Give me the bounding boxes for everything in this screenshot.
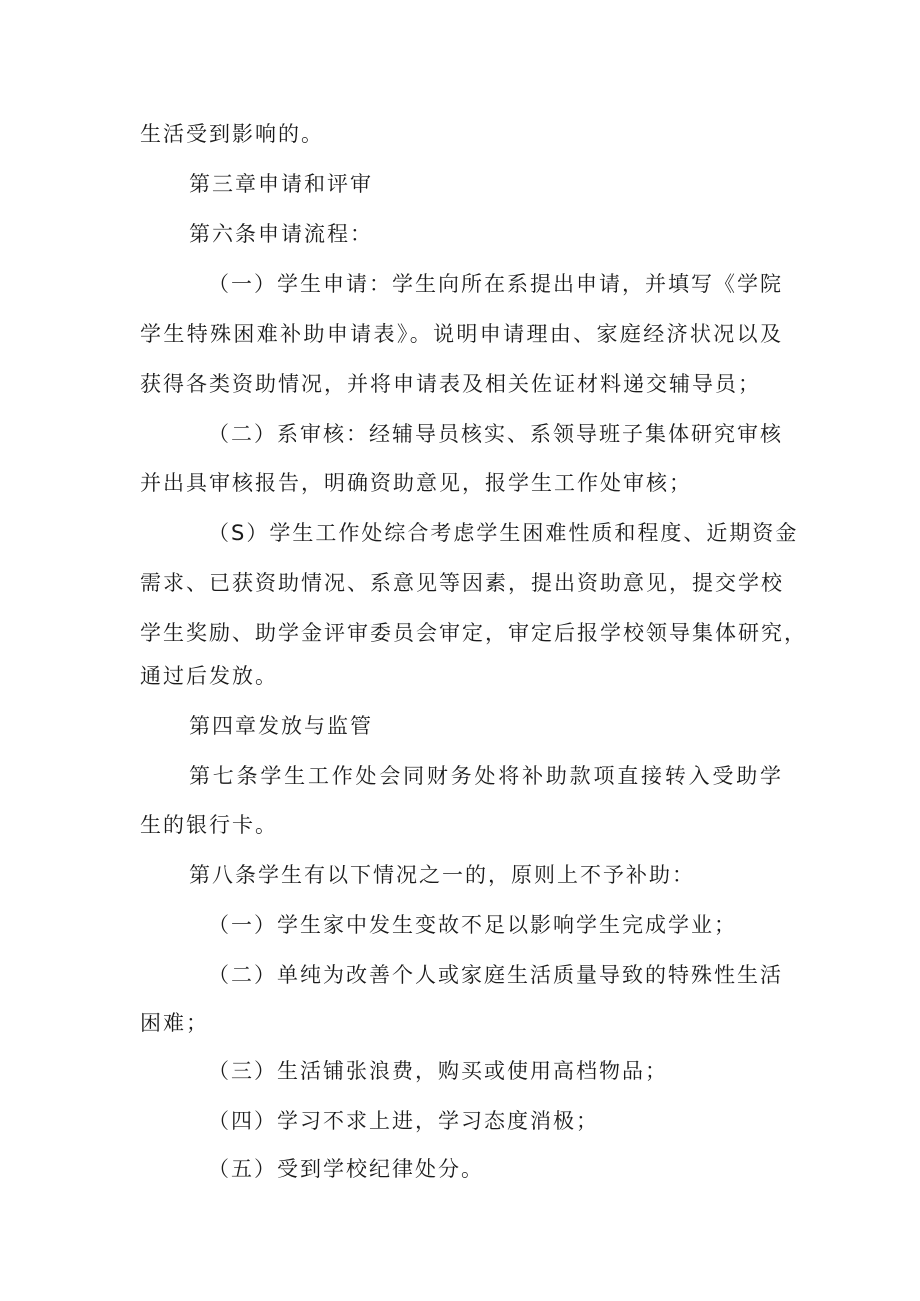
paragraph-line: 通过后发放。 xyxy=(140,664,278,688)
paragraph-line: （S）学生工作处综合考虑学生困难性质和程度、近期资金 xyxy=(208,521,799,545)
paragraph-line: 获得各类资助情况，并将申请表及相关佐证材料递交辅导员； xyxy=(140,372,761,396)
paragraph-line: 学生特殊困难补助申请表》。说明申请理由、家庭经济状况以及 xyxy=(140,322,783,346)
list-item: （四）学习不求上进，学习态度消极； xyxy=(208,1109,599,1133)
paragraph-line: 第七条学生工作处会同财务处将补助款项直接转入受助学 xyxy=(189,764,783,788)
paragraph-line: 生活受到影响的。 xyxy=(140,122,324,146)
paragraph-line: 并出具审核报告，明确资助意见，报学生工作处审核； xyxy=(140,471,692,495)
chapter-heading: 第四章发放与监管 xyxy=(189,714,373,738)
paragraph-line: 生的银行卡。 xyxy=(140,813,278,837)
paragraph-line: （二）系审核：经辅导员核实、系领导班子集体研究审核 xyxy=(208,422,783,446)
paragraph-line: 学生奖励、助学金评审委员会审定，审定后报学校领导集体研究， xyxy=(140,621,807,645)
paragraph-line: 需求、已获资助情况、系意见等因素，提出资助意见，提交学校 xyxy=(140,571,784,595)
list-item: （一）学生家中发生变故不足以影响学生完成学业； xyxy=(208,913,737,937)
paragraph-line: 困难； xyxy=(140,1011,209,1035)
article-heading: 第六条申请流程： xyxy=(189,222,373,246)
list-item: （二）单纯为改善个人或家庭生活质量导致的特殊性生活 xyxy=(208,963,783,987)
paragraph-line: （一）学生申请：学生向所在系提出申请，并填写《学院 xyxy=(208,272,783,296)
list-item: （三）生活铺张浪费，购买或使用高档物品； xyxy=(208,1059,668,1083)
paragraph-line: 第八条学生有以下情况之一的，原则上不予补助： xyxy=(189,863,695,887)
chapter-heading: 第三章申请和评审 xyxy=(189,172,373,196)
list-item: （五）受到学校纪律处分。 xyxy=(208,1157,484,1181)
